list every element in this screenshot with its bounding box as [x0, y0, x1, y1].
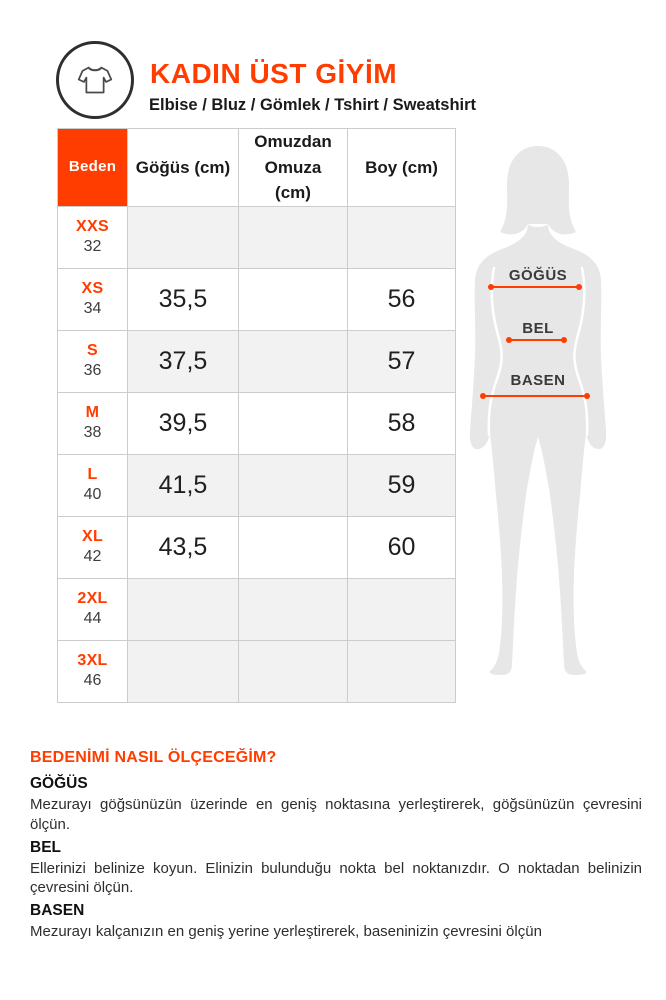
gogus-measure-line	[490, 286, 580, 288]
page-title: KADIN ÜST GİYİM	[150, 58, 398, 89]
boy-value	[348, 578, 456, 640]
omuz-value	[239, 578, 348, 640]
size-label: 2XL	[77, 590, 108, 607]
boy-value: 56	[348, 268, 456, 330]
gogus-value	[128, 206, 239, 268]
size-eu: 34	[83, 300, 102, 317]
howto-text-bel: Ellerinizi belinize koyun. Elinizin bulunduğu nokta bel noktanızdır. O noktadan belinizin çevresini ölçün.	[30, 859, 642, 897]
table-header-row	[58, 129, 456, 207]
page-subtitle: Elbise / Bluz / Gömlek / Tshirt / Sweatshirt	[149, 96, 477, 114]
basen-measure-label: BASEN	[510, 372, 566, 389]
table-row	[58, 578, 456, 640]
tshirt-icon	[56, 41, 134, 119]
gogus-measure-label: GÖĞÜS	[508, 267, 568, 284]
gogus-value	[128, 578, 239, 640]
size-eu: 40	[83, 486, 102, 503]
gogus-value: 41,5	[128, 454, 239, 516]
boy-value	[348, 206, 456, 268]
table-row	[58, 454, 456, 516]
table-row	[58, 516, 456, 578]
size-table	[57, 128, 456, 703]
omuz-value	[239, 330, 348, 392]
measurement-figure	[448, 140, 628, 685]
gogus-value: 39,5	[128, 392, 239, 454]
basen-measure-line	[482, 395, 588, 397]
gogus-value: 37,5	[128, 330, 239, 392]
table-row	[58, 206, 456, 268]
omuz-value	[239, 392, 348, 454]
size-label: XXS	[76, 218, 109, 235]
size-eu: 44	[83, 610, 102, 627]
column-header-boy: Boy (cm)	[348, 129, 456, 207]
size-label: L	[87, 466, 98, 483]
howto-heading-bel: BEL	[30, 838, 61, 856]
omuz-value	[239, 640, 348, 702]
column-header-beden: Beden	[58, 129, 128, 207]
howto-title: BEDENİMİ NASIL ÖLÇECEĞİM?	[30, 749, 277, 766]
size-label: XL	[81, 528, 104, 545]
size-eu: 46	[83, 672, 102, 689]
female-silhouette	[448, 140, 628, 685]
howto-text-basen: Mezurayı kalçanızın en geniş yerine yerleştirerek, baseninizin çevresini ölçün	[30, 923, 542, 941]
bel-measure-label: BEL	[522, 320, 554, 337]
omuz-value	[239, 206, 348, 268]
size-label: XS	[81, 280, 104, 297]
bel-measure-line	[508, 339, 565, 341]
gogus-value: 43,5	[128, 516, 239, 578]
table-row	[58, 268, 456, 330]
howto-heading-basen: BASEN	[30, 902, 85, 920]
size-eu: 32	[83, 238, 102, 255]
size-label: M	[85, 404, 100, 421]
size-eu: 38	[83, 424, 102, 441]
boy-value: 58	[348, 392, 456, 454]
gogus-value: 35,5	[128, 268, 239, 330]
gogus-value	[128, 640, 239, 702]
boy-value: 57	[348, 330, 456, 392]
omuz-value	[239, 454, 348, 516]
boy-value: 59	[348, 454, 456, 516]
table-row	[58, 640, 456, 702]
omuz-value	[239, 268, 348, 330]
column-header-gogus: Göğüs (cm)	[128, 129, 239, 207]
size-eu: 36	[83, 362, 102, 379]
omuz-value	[239, 516, 348, 578]
table-row	[58, 330, 456, 392]
boy-value: 60	[348, 516, 456, 578]
howto-section	[30, 749, 642, 946]
howto-heading-gogus: GÖĞÜS	[30, 775, 88, 792]
size-label: S	[87, 342, 98, 359]
column-header-omuz: Omuzdan Omuza (cm)	[239, 129, 348, 207]
howto-text-gogus: Mezurayı göğsünüzün üzerinde en geniş noktasına yerleştirerek, göğsünüzün çevresini ölçün.	[30, 796, 642, 833]
boy-value	[348, 640, 456, 702]
table-row	[58, 392, 456, 454]
size-label: 3XL	[77, 652, 108, 669]
size-eu: 42	[83, 548, 102, 565]
